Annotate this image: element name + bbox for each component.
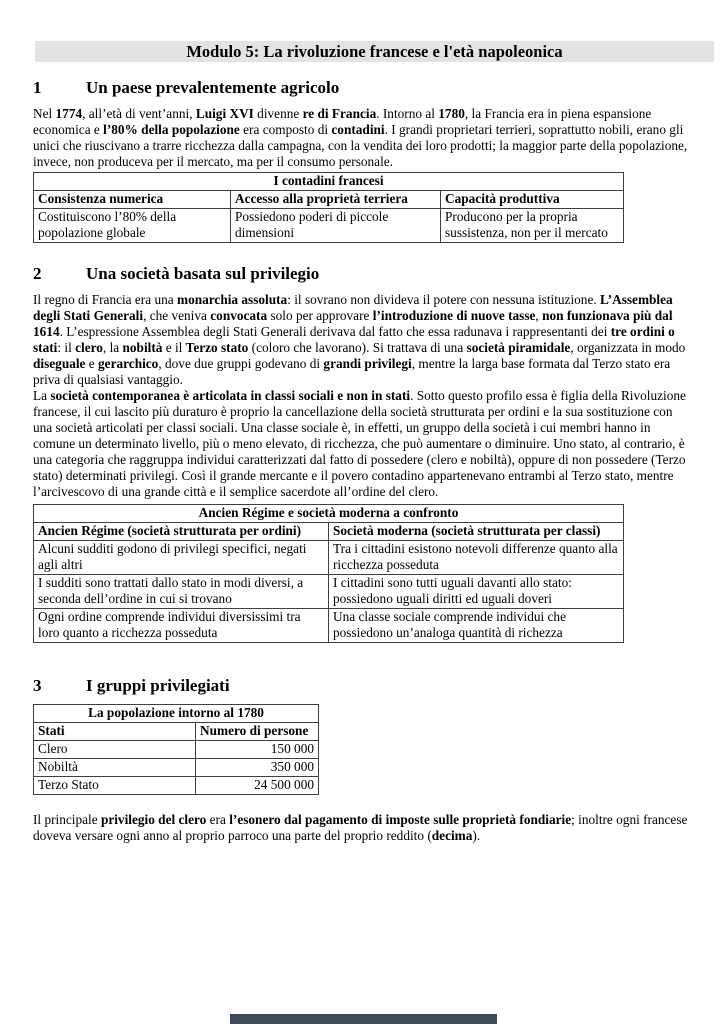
section-3-heading: [33, 675, 692, 697]
table-row: [34, 609, 624, 643]
table-cell-number: 150 000: [196, 741, 319, 759]
section-1-title: Un paese prevalentemente agricolo: [86, 78, 340, 97]
table-row: [34, 777, 319, 795]
column-header: Stati: [34, 723, 196, 741]
table-cell: Alcuni sudditi godono di privilegi specifici, negati agli altri: [34, 541, 329, 575]
table-cell: Clero: [34, 741, 196, 759]
section-3-title: I gruppi privilegiati: [86, 676, 230, 695]
paragraph-society-1: Il regno di Francia era una monarchia assoluta: il sovrano non divideva il potere con nessuna istituzione. L’Assemblea degli Stati Generali, che veniva convocata solo per approvare l’introduzione di nuove tasse, non funzionava più dal 1614. L’espressione Assemblea degli Stati Generali derivava dal fatto che essa radunava i rappresentanti dei tre ordini o stati: il clero, la nobiltà e il Terzo stato (coloro che lavorano). Si trattava di una società piramidale, organizzata in modo diseguale e gerarchico, dove due gruppi godevano di grandi privilegi, mentre la larga base formata dal Terzo stato era priva di qualsiasi vantaggio.: [33, 292, 686, 387]
table-confronto-caption: Ancien Régime e società moderna a confronto: [34, 505, 624, 523]
section-1-number: 1: [33, 78, 42, 97]
table-contadini-caption: I contadini francesi: [34, 173, 624, 191]
column-header: Consistenza numerica: [34, 191, 231, 209]
table-cell: Terzo Stato: [34, 777, 196, 795]
column-header: Numero di persone: [196, 723, 319, 741]
table-cell: Nobiltà: [34, 759, 196, 777]
table-row: [34, 723, 319, 741]
table-cell-number: 350 000: [196, 759, 319, 777]
module-title-bar: [35, 41, 714, 62]
bottom-bar: [230, 1014, 497, 1024]
table-cell: Possiedono poderi di piccole dimensioni: [231, 209, 441, 243]
column-header: Ancien Régime (società strutturata per ordini): [34, 523, 329, 541]
column-header: Capacità produttiva: [441, 191, 624, 209]
section-3-number: 3: [33, 676, 42, 695]
table-row: [34, 705, 319, 723]
section-2-heading: [33, 263, 692, 285]
table-cell: I sudditi sono trattati dallo stato in modi diversi, a seconda dell’ordine in cui si trovano: [34, 575, 329, 609]
table-popolazione: [33, 704, 319, 795]
table-row: [34, 575, 624, 609]
section-1-heading: [33, 77, 692, 99]
table-row: [34, 505, 624, 523]
module-title: Modulo 5: La rivoluzione francese e l'età napoleonica: [186, 42, 563, 61]
table-row: [34, 523, 624, 541]
table-cell: Ogni ordine comprende individui diversissimi tra loro quanto a ricchezza posseduta: [34, 609, 329, 643]
column-header: Società moderna (società strutturata per classi): [329, 523, 624, 541]
table-row: [34, 191, 624, 209]
table-row: [34, 541, 624, 575]
table-cell: Producono per la propria sussistenza, non per il mercato: [441, 209, 624, 243]
table-cell: Tra i cittadini esistono notevoli differenze quanto alla ricchezza posseduta: [329, 541, 624, 575]
paragraph-agriculture: Nel 1774, all’età di vent’anni, Luigi XVI divenne re di Francia. Intorno al 1780, la Francia era in piena espansione economica e l’80% della popolazione era composto di contadini. I grandi proprietari terrieri, soprattutto nobili, erano gli unici che riuscivano a trarre ricchezza dalla campagna, con la vendita dei loro prodotti; la maggior parte della popolazione, invece, non produceva per il mercato, ma per il consumo personale.: [33, 106, 688, 169]
table-cell: Una classe sociale comprende individui che possiedono un’analoga quantità di richezza: [329, 609, 624, 643]
section-2-title: Una società basata sul privilegio: [86, 264, 320, 283]
table-row: [34, 759, 319, 777]
table-contadini: [33, 172, 624, 243]
table-popolazione-caption: La popolazione intorno al 1780: [34, 705, 319, 723]
table-cell: I cittadini sono tutti uguali davanti allo stato: possiedono uguali diritti ed uguali doveri: [329, 575, 624, 609]
table-cell: Costituiscono l’80% della popolazione globale: [34, 209, 231, 243]
table-row: [34, 741, 319, 759]
table-row: [34, 173, 624, 191]
column-header: Accesso alla proprietà terriera: [231, 191, 441, 209]
table-cell-number: 24 500 000: [196, 777, 319, 795]
table-row: [34, 209, 624, 243]
paragraph-society-2: La società contemporanea è articolata in classi sociali e non in stati. Sotto questo profilo essa è figlia della Rivoluzione francese, il cui lascito più duraturo è proprio la cancellazione della società strutturata per ordini e la sua sostituzione con una società articolati per classi sociali. Una classe sociale è, in effetti, un gruppo della società i cui membri hanno in comune un determinato livello, più o meno elevato, di ricchezza, che può aumentare o diminuire. Uno stato, al contrario, è una categoria che raggruppa individui caratterizzati dal fatto di possedere (clero e nobiltà), oppure di non possedere (Terzo stato) determinati privilegi. Così il grande mercante e il povero contadino appartenevano entrambi al Terzo stato, mentre l’arcivescovo di una grande città e il semplice sacerdote all’ordine del clero.: [33, 388, 686, 499]
section-2-number: 2: [33, 264, 42, 283]
paragraph-clergy: Il principale privilegio del clero era l’esonero dal pagamento di imposte sulle proprietà fondiarie; inoltre ogni francese doveva versare ogni anno al proprio parroco una parte del proprio reddito (decima).: [33, 812, 688, 843]
table-confronto: [33, 504, 624, 643]
